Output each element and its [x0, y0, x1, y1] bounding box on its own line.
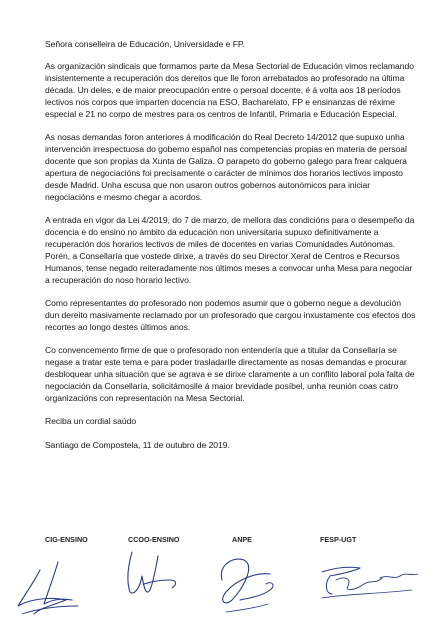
signatory-cig: CIG-ENSINO: [45, 535, 88, 544]
signature-cig: [18, 562, 78, 614]
greeting: Señora conselleira de Educación, Universidade e FP.: [45, 39, 245, 49]
signature-ccoo: [128, 552, 176, 593]
paragraph-1: As organización sindicais que formamos parte da Mesa Sectorial de Educación vimos reclamando insistentemente a recuperación dos dereitos que lle foron arrebatados ao profesorado na última década. Un deles, e de maior preocupación entre o persoal docente, é á volta aos 18 períodos lectivos nos corpos que imparten docencia na ESO, Bacharelato, FP e ensinanzas de réxime especial e 21 no corpo de mestres para os centros de Infantil, Primaria e Educación Especial.: [45, 61, 414, 119]
signatory-ugt: FESP-UGT: [320, 535, 357, 544]
place-date: Santiago de Compostela, 11 de outubro de 2019.: [45, 440, 230, 450]
paragraph-2: As nosas demandas foron anteriores á modificación do Real Decreto 14/2012 que supuxo unha intervención irrespectuosa do goberno español nas competencias propias en materia de persoal docente que son propias da Xunta de Galiza. O parapeto do goberno galego para frear calquera apertura de negociacións foi precisamente o carácter de mínimos dos horarios lectivos imposto desde Madrid. Unha escusa que non usaron outros gobernos autonómicos para iniciar negociacións e mesmo chegar a acordos.: [45, 132, 407, 202]
signature-anpe: [221, 559, 273, 612]
signature-ugt: [322, 567, 418, 598]
signatory-anpe: ANPE: [232, 535, 252, 544]
paragraph-4: Como representantes do profesorado non podemos asumir que o goberno negue a devolución dun dereito masivamente reclamado por un profesorado que cargou inxustamente cos efectos dos recortes ao longo destes últimos anos.: [45, 298, 416, 332]
paragraph-5: Co convencemento firme de que o profesorado non entendería que a titular da Consellaría se negase a tratar este tema e para poder trasladarlle directamente as nosas demandas e procurar desbloquear unha situación que se agrava e se dirixe claramente a un conflito laboral pola falta de negociación da Consellaría, solicitámoslle á maior brevidade posíbel, unha reunión coas catro organizacións con representación na Mesa Sectorial.: [45, 345, 415, 403]
paragraph-3: A entrada en vigor da Lei 4/2019, do 7 de marzo, de mellora das condicións para o desempeño da docencia e do ensino no ámbito da educación non universitaria supuxo definitivamente a recuperación dos horarios lectivos de miles de docentes en varias Comunidades Autónomas. Porén, a Consellaría que vostede dirixe, a través do seu Director Xeral de Centros e Recursos Humanos, tense negado reiteradamente nos últimos meses a convocar unha Mesa para negociar a recuperación do noso horario lectivo.: [45, 215, 415, 285]
signatures: [0, 540, 438, 624]
letter-body: [45, 38, 417, 462]
closing: Reciba un cordial saúdo: [45, 416, 137, 426]
signatory-ccoo: CCOO-ENSINO: [128, 535, 180, 544]
